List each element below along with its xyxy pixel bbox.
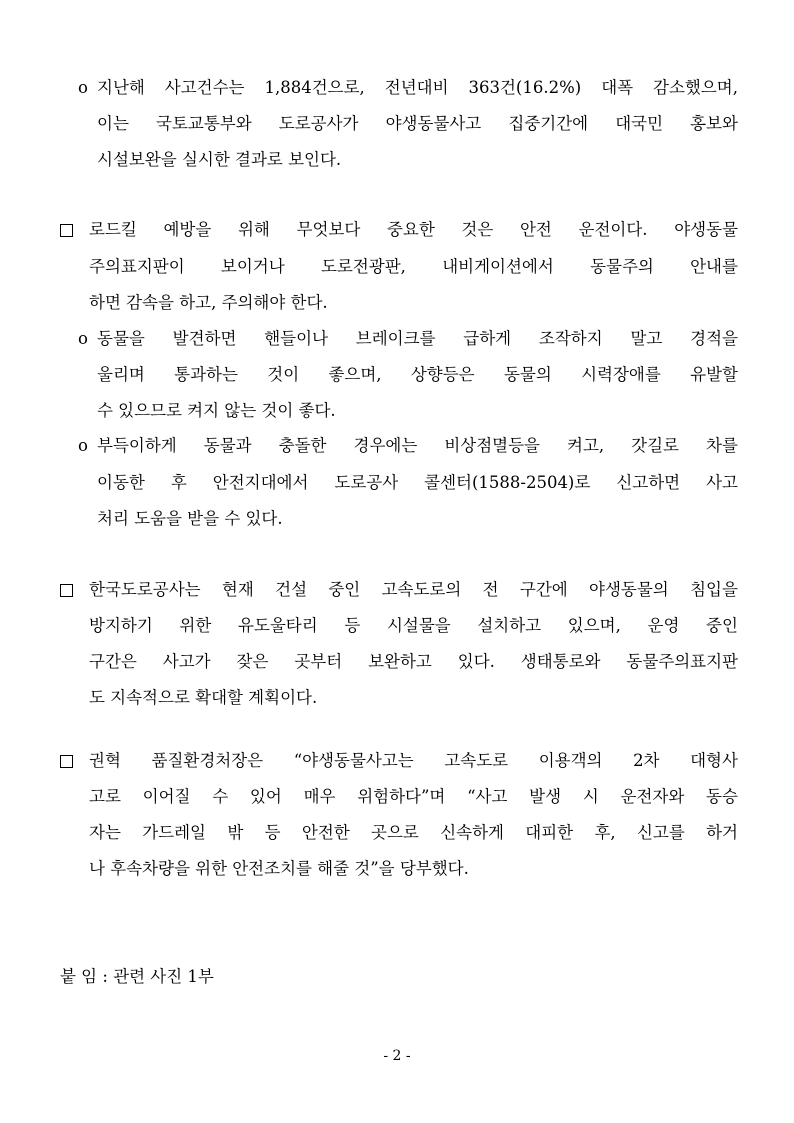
paragraph-line: 처리 도움을 받을 수 있다. <box>97 509 283 528</box>
paragraph-line: 권혁 품질환경처장은 “야생동물사고는 고속도로 이용객의 2차 대형사 <box>89 751 738 770</box>
section-checkbox-square <box>60 584 73 597</box>
paragraph-line: 수 있으므로 켜지 않는 것이 좋다. <box>97 401 336 420</box>
paragraph-line: 동물을 발견하면 핸들이나 브레이크를 급하게 조작하지 말고 경적을 <box>97 329 738 348</box>
paragraph-line: 나 후속차량을 위한 안전조치를 해줄 것”을 당부했다. <box>89 859 469 878</box>
paragraph-line: 로드킬 예방을 위해 무엇보다 중요한 것은 안전 운전이다. 야생동물 <box>89 220 738 239</box>
bullet-marker: o <box>78 329 88 348</box>
paragraph-line: 도 지속적으로 확대할 계획이다. <box>89 688 318 707</box>
bullet-marker: o <box>78 78 88 97</box>
paragraph-line: 이동한 후 안전지대에서 도로공사 콜센터(1588-2504)로 신고하면 사고 <box>97 473 738 492</box>
paragraph-line: 한국도로공사는 현재 건설 중인 고속도로의 전 구간에 야생동물의 침입을 <box>89 580 738 599</box>
paragraph-line: 부득이하게 동물과 충돌한 경우에는 비상점멸등을 켜고, 갓길로 차를 <box>97 436 738 455</box>
paragraph-line: 주의표지판이 보이거나 도로전광판, 내비게이션에서 동물주의 안내를 <box>89 257 738 276</box>
paragraph-line: 지난해 사고건수는 1,884건으로, 전년대비 363건(16.2%) 대폭 감소했으며, <box>97 78 738 97</box>
section-checkbox-square <box>60 224 73 237</box>
bullet-marker: o <box>78 436 88 455</box>
attachment-note <box>60 965 214 989</box>
paragraph-line: 이는 국토교통부와 도로공사가 야생동물사고 집중기간에 대국민 홍보와 <box>97 114 738 133</box>
attachment-text: 관련 사진 1부 <box>113 967 214 986</box>
paragraph-line: 방지하기 위한 유도울타리 등 시설물을 설치하고 있으며, 운영 중인 <box>89 616 738 635</box>
attachment-label: 붙 임 : <box>60 967 108 986</box>
paragraph-line: 울리며 통과하는 것이 좋으며, 상향등은 동물의 시력장애를 유발할 <box>97 365 738 384</box>
page-number: - 2 - <box>383 1048 411 1064</box>
paragraph-line: 고로 이어질 수 있어 매우 위험하다”며 “사고 발생 시 운전자와 동승 <box>89 787 738 806</box>
paragraph-line: 하면 감속을 하고, 주의해야 한다. <box>89 293 328 312</box>
paragraph-line: 시설보완을 실시한 결과로 보인다. <box>97 150 342 169</box>
section-checkbox-square <box>60 755 73 768</box>
paragraph-line: 자는 가드레일 밖 등 안전한 곳으로 신속하게 대피한 후, 신고를 하거 <box>89 823 738 842</box>
paragraph-line: 구간은 사고가 잦은 곳부터 보완하고 있다. 생태통로와 동물주의표지판 <box>89 652 738 671</box>
